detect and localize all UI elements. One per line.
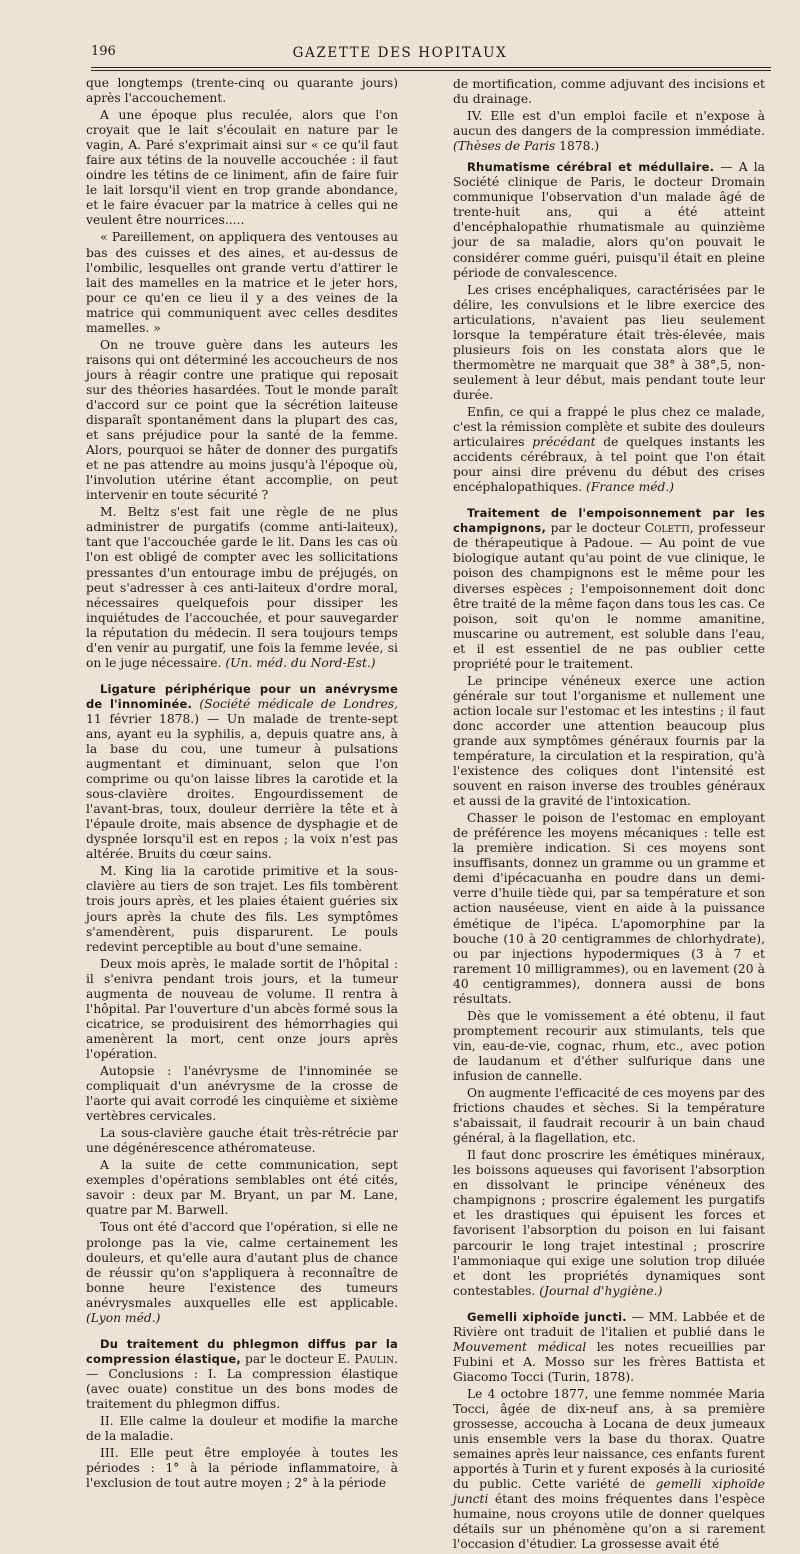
paragraph: Autopsie : l'anévrysme de l'innominée se compliquait d'un anévrysme de la crosse de l'aorte qui avait corrodé les cinquième et sixième vertèbres cervicales.	[86, 1064, 398, 1124]
paragraph	[453, 405, 765, 495]
paragraph	[86, 505, 398, 671]
article-title: Rhumatisme cérébral et médullaire.	[467, 160, 715, 175]
source-reference: (Journal d'hygiène.)	[539, 1283, 663, 1298]
paragraph: III. Elle peut être employée à toutes les périodes : 1° à la période inflammatoire, à l'exclusion de tout autre moyen ; 2° à la période	[86, 1446, 398, 1491]
paragraph-text: étant des moins fréquentes dans l'espèce humaine, nous croyons utile de donner quelques détails sur un phénomène qu'on a si rarement l'occasion d'étudier. La grossesse avait été	[453, 1492, 765, 1552]
paragraph-text: IV. Elle est d'un emploi facile et n'expose à aucun des dangers de la compression immédiate.	[453, 109, 765, 139]
paragraph-text: de quelques instants les accidents cérébraux, à tel point que l'on était pour ainsi dire prévenu du début des crises encéphalopathiques.	[453, 435, 765, 495]
paragraph: A la suite de cette communication, sept exemples d'opérations semblables ont été cités, savoir : deux par M. Bryant, un par M. Lane, quatre par M. Barwell.	[86, 1158, 398, 1218]
paragraph-text: Il faut donc proscrire les émétiques minéraux, les boissons aqueuses qui favorisent l'absorption en dissolvant le principe vénéneux des champignons ; proscrire également les purgatifs et les drastiques qui épuisent les forces et favorisent l'absorption du poison en lui faisant parcourir le long trajet intestinal ; proscrire l'ammoniaque qui exige une solution trop diluée et dont les propriétés dynamiques sont contestables.	[453, 1148, 765, 1298]
paragraph-text: — MM. Labbée et de Rivière ont traduit de l'italien et publié dans le	[453, 1309, 765, 1339]
paragraph: La sous-clavière gauche était très-rétrécie par une dégénérescence athéromateuse.	[86, 1126, 398, 1156]
paragraph: de mortification, comme adjuvant des incisions et du drainage.	[453, 77, 765, 107]
emphasis: Mouvement médical	[453, 1339, 587, 1354]
paragraph	[453, 1387, 765, 1553]
paragraph-text: — A la Société clinique de Paris, le docteur Dromain communique l'observation d'un malade âgé de trente-huit ans, qui a été atteint d'encéphalopathie rhumatismale au quinzième jour de sa maladie, alors qu'on pouvait le considérer comme guéri, puisqu'il était en pleine période de convalescence.	[453, 160, 766, 280]
paragraph-text: , professeur de thérapeutique à Padoue. — Au point de vue biologique autant qu'au point de vue clinique, le poison des champignons est le même pour les diverses espèces ; l'empoisonnement doit donc être traité de la même façon dans tous les cas. Ce poison, soit qu'on le nomme amanitine, muscarine ou autrement, est soluble dans l'eau, et il est essentiel de ne pas oublier cette propriété pour le traitement.	[453, 521, 765, 671]
page-number: 196	[91, 44, 116, 59]
paragraph: que longtemps (trente-cinq ou quarante jours) après l'accouchement.	[86, 76, 398, 106]
author-prefix: par le docteur	[550, 521, 641, 536]
paragraph-text: Tous ont été d'accord que l'opération, si elle ne prolonge pas la vie, calme certainement les douleurs, et qu'elle aura d'autant plus de chance de réussir qu'on s'appliquera à reconnaître de bonne heure l'existence des tumeurs anévrysmales auxquelles elle est applicable.	[86, 1220, 398, 1310]
article-phlegmon	[86, 1337, 398, 1412]
paragraph: II. Elle calme la douleur et modifie la marche de la maladie.	[86, 1414, 398, 1444]
article-gemelli	[453, 1310, 765, 1385]
source-reference: (Thèses de Paris	[453, 139, 556, 154]
paragraph: On augmente l'efficacité de ces moyens par des frictions chaudes et sèches. Si la température s'abaissait, il faudrait recourir à un bain chaud général, à la flagellation, etc.	[453, 1086, 765, 1146]
source-reference: (Société médicale de Londres,	[199, 696, 398, 711]
paragraph: M. King lia la carotide primitive et la sous-clavière au tiers de son trajet. Les fils tombèrent trois jours après, et les plaies étaient guéries six jours après la chute des fils. Les symptômes s'amendèrent, puis disparurent. Le pouls redevint perceptible au bout d'une semaine.	[86, 864, 398, 954]
paragraph	[86, 1220, 398, 1325]
author-name: Coletti	[644, 521, 690, 536]
paragraph: Chasser le poison de l'estomac en employant de préférence les moyens mécaniques : telle est la première indication. Si ces moyens sont insuffisants, donnez un gramme ou un gramme et demi d'ipécacuanha en poudre dans un demi-verre d'huile tiède qui, par sa température et son action nauséeuse, vient en aide à la puissance émétique de l'ipéca. L'apomorphine par la bouche (10 à 20 centigrammes de chlorhydrate), ou par injections hypodermiques (3 à 7 et rarement 10 milligrammes), ou en lavement (20 à 40 centigrammes), donnera aussi de bons résultats.	[453, 811, 765, 1006]
paragraph-text: Le 4 octobre 1877, une femme nommée Maria Tocci, âgée de dix-neuf ans, à sa première grossesse, accoucha à Locana de deux jumeaux unis ensemble vers la base du thorax. Quatre semaines après leur naissance, ces enfants furent apportés à Turin et y furent exposés à la curiosité du public. Cette variété de	[453, 1386, 765, 1492]
running-header: GAZETTE DES HOPITAUX	[292, 45, 508, 61]
paragraph	[453, 109, 765, 154]
author-name: Paulin	[354, 1351, 395, 1366]
right-column	[453, 77, 765, 1554]
paragraph: « Pareillement, on appliquera des ventouses au bas des cuisses et des aines, et au-dessus de l'ombilic, lesquelles ont grande vertu d'attirer le lait des mamelles en la matrice et le jeter hors, pour ce qu'en ce lieu il y a des veines de la matrice qui communiquent avec celles desdites mamelles. »	[86, 230, 398, 335]
paragraph: Deux mois après, le malade sortit de l'hôpital : il s'enivra pendant trois jours, et la tumeur augmenta de nouveau de volume. Il rentra à l'hôpital. Par l'ouverture d'un abcès formé sous la cicatrice, se produisirent des hémorrhagies qui amenèrent la mort, cent onze jours après l'opération.	[86, 956, 398, 1061]
paragraph-text: Enfin, ce qui a frappé le plus chez ce malade, c'est la rémission complète et subite des douleurs articulaires	[453, 404, 765, 450]
article-title: Traitement de l'empoisonnement par les champignons,	[453, 506, 765, 536]
article-title: Du traitement du phlegmon diffus par la compression élastique,	[86, 1336, 398, 1366]
article-title: Ligature périphérique pour un anévrysme de l'innominée.	[86, 681, 398, 711]
paragraph-text: . — Conclusions : I. La compression élastique (avec ouate) constitue un des bons modes de traitement du phlegmon diffus.	[86, 1351, 398, 1411]
author-prefix: par le docteur E.	[244, 1351, 351, 1366]
paragraph: Dès que le vomissement a été obtenu, il faut promptement recourir aux stimulants, tels que vin, eau-de-vie, cognac, rhum, etc., avec potion de laudanum et d'éther sulfurique dans une infusion de cannelle.	[453, 1008, 765, 1083]
emphasis: précédant	[532, 435, 596, 450]
paragraph	[453, 1148, 765, 1298]
source-reference: (Un. méd. du Nord-Est.)	[225, 655, 376, 670]
article-mushrooms	[453, 506, 765, 672]
paragraph: On ne trouve guère dans les auteurs les raisons qui ont déterminé les accoucheurs de nos jours à réagir contre une pratique qui reposait sur des théories hasardées. Tout le monde paraît d'accord sur ce point que la sécrétion laiteuse disparaît spontanément dans la plupart des cas, et sans préjudice pour la santé de la femme. Alors, pourquoi se hâter de donner des purgatifs et ne pas attendre au moins jusqu'à l'époque où, l'involution utérine étant accomplie, on peut intervenir en toute sécurité ?	[86, 337, 398, 503]
paragraph-text: les notes recueillies par Fubini et A. Mosso sur les frères Battista et Giacomo Tocci (Turin, 1878).	[453, 1339, 765, 1384]
article-rheumatism	[453, 160, 765, 280]
paragraph-text: 11 février 1878.) — Un malade de trente-sept ans, ayant eu la syphilis, a, depuis quatre ans, à la base du cou, une tumeur à pulsations augmentant et diminuant, selon que l'on comprime ou qu'on laisse libres la carotide et la sous-clavière droites. Engourdissement de l'avant-bras, toux, douleur derrière la tête et à l'épaule droite, mais absence de dysphagie et de dyspnée lorsqu'il est en repos ; la voix n'est pas altérée. Bruits du cœur sains.	[86, 711, 398, 862]
paragraph: A une époque plus reculée, alors que l'on croyait que le lait s'écoulait en nature par le vagin, A. Paré s'exprimait ainsi sur « ce qu'il faut faire aux tétins de la nouvelle accouchée : il faut oindre les tétins de ce liniment, afin de faire fuir le lait lorsqu'il vient en trop grande abondance, et le faire évacuer par la matrice à celles qui ne veulent être nourrices.....	[86, 108, 398, 228]
source-reference: (France méd.)	[586, 480, 675, 495]
article-aneurysm	[86, 682, 398, 863]
paragraph: Le principe vénéneux exerce une action générale sur tout l'organisme et nullement une action locale sur l'estomac et les intestins ; il faut donc accorder une attention beaucoup plus grande aux symptômes généraux fournis par la température, la circulation et la respiration, qu'à l'existence des coliques dont l'intensité est souvent en raison inverse des troubles généraux et aussi de la gravité de l'intoxication.	[453, 673, 765, 809]
paragraph-text: M. Beltz s'est fait une règle de ne plus administrer de purgatifs (comme anti-laiteux), tant que l'accouchée garde le lit. Dans les cas où l'on est obligé de compter avec les sollicitations pressantes d'un entourage imbu de préjugés, on peut s'adresser à ces anti-laiteux d'ordre moral, nécessaires quelquefois pour dissiper les inquiétudes de l'accouchée, et pour sauvegarder la réputation du médecin. Il sera toujours temps d'en venir au purgatif, une fois la femme levée, si on le juge nécessaire.	[86, 505, 398, 670]
header-rule	[91, 67, 771, 71]
article-title: Gemelli xiphoïde juncti.	[467, 1309, 627, 1324]
source-year: 1878.)	[559, 139, 600, 154]
emphasis: gemelli xiphoïde juncti	[453, 1477, 765, 1507]
paragraph: Les crises encéphaliques, caractérisées par le délire, les convulsions et le libre exercice des articulations, n'avaient pas lieu seulement lorsque la température était très-élevée, mais plusieurs fois on les constata alors que le thermomètre ne marquait que 38° à 38°,5, non-seulement à leur début, mais pendant toute leur durée.	[453, 282, 765, 402]
source-reference: (Lyon méd.)	[86, 1310, 161, 1325]
left-column	[86, 76, 398, 1493]
